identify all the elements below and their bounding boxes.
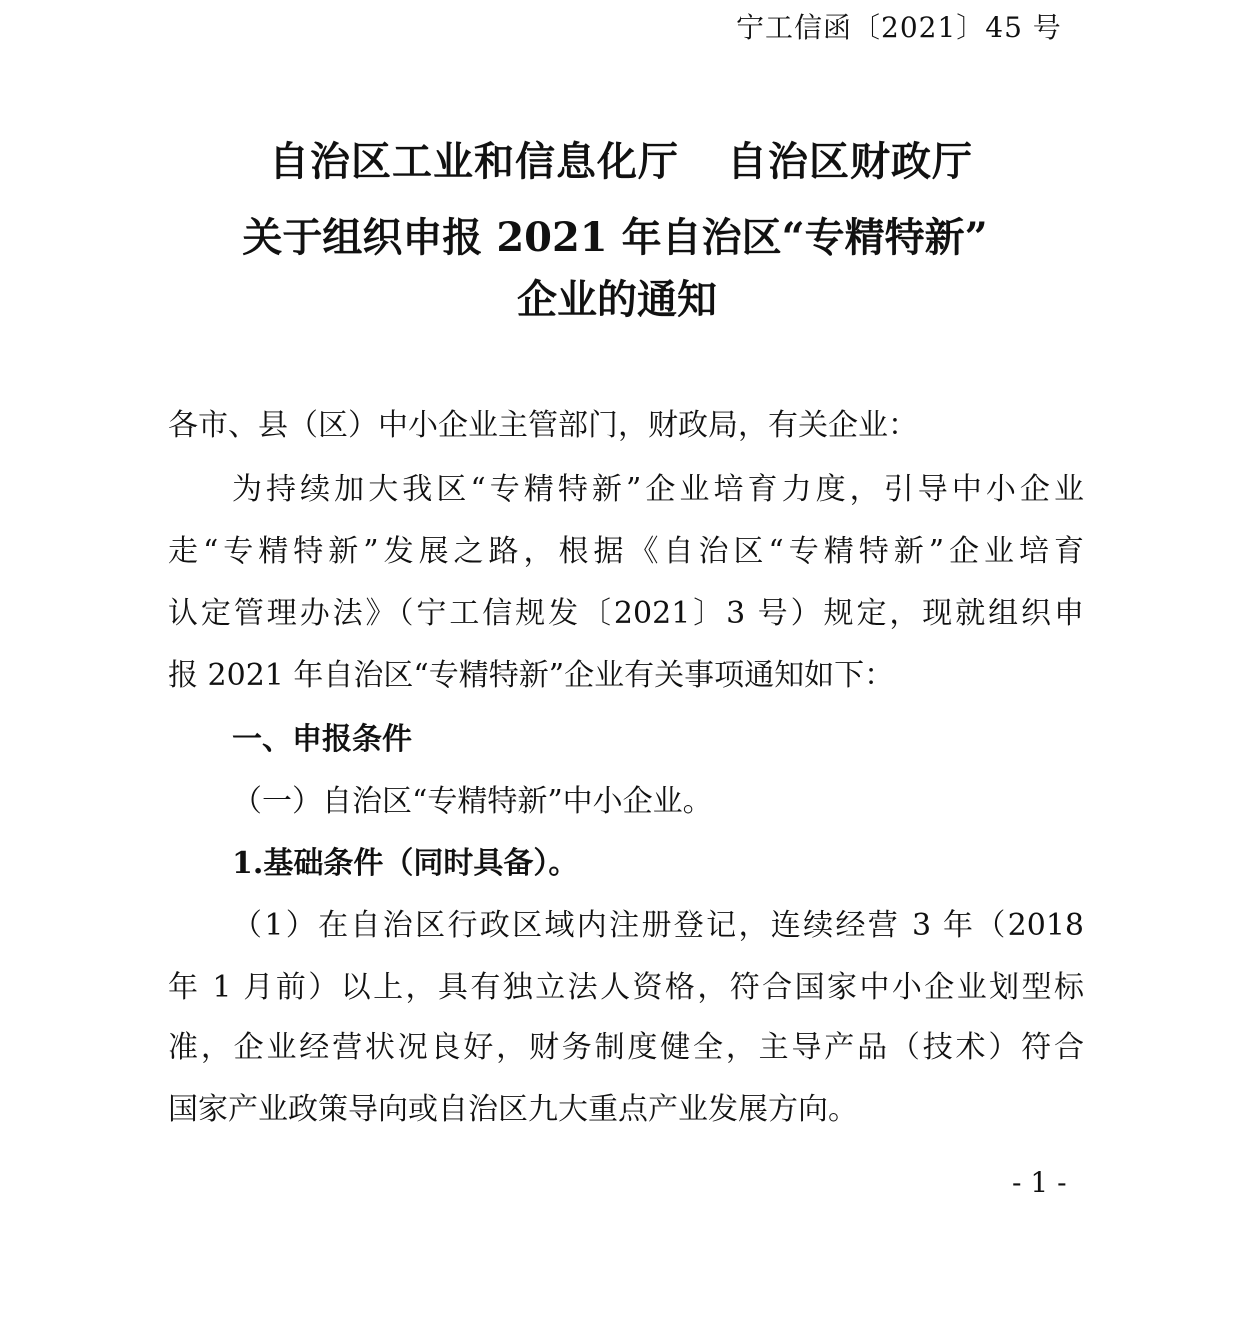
page-number: - 1 - [1012, 1166, 1067, 1199]
paragraph-1-line-2: 走“专精特新”发展之路，根据《自治区“专精特新”企业培育 [168, 534, 1084, 569]
section-heading-1: 一、申报条件 [232, 722, 412, 757]
title-line-2: 关于组织申报 2021 年自治区“专精特新” [242, 214, 988, 261]
item-1-line-1: （1）在自治区行政区域内注册登记，连续经营 3 年（2018 [232, 908, 1084, 943]
item-heading-1: 1.基础条件（同时具备）。 [232, 846, 579, 881]
paragraph-1-line-1: 为持续加大我区“专精特新”企业培育力度，引导中小企业 [232, 472, 1084, 507]
document-number: 宁工信函〔2021〕45 号 [736, 11, 1062, 44]
title-line-3: 企业的通知 [517, 276, 717, 323]
item-1-line-2: 年 1 月前）以上，具有独立法人资格，符合国家中小企业划型标 [168, 970, 1084, 1005]
paragraph-1-line-3: 认定管理办法》（宁工信规发〔2021〕3 号）规定，现就组织申 [168, 596, 1084, 631]
salutation: 各市、县（区）中小企业主管部门，财政局，有关企业： [168, 408, 918, 443]
item-1-line-3: 准，企业经营状况良好，财务制度健全，主导产品（技术）符合 [168, 1030, 1084, 1065]
paragraph-1-line-4: 报 2021 年自治区“专精特新”企业有关事项通知如下： [168, 658, 895, 693]
title-line-1 [0, 130, 1242, 187]
title-issuer-1: 自治区工业和信息化厅 [269, 138, 679, 185]
item-1-line-4: 国家产业政策导向或自治区九大重点产业发展方向。 [168, 1092, 858, 1127]
title-issuer-2: 自治区财政厅 [727, 138, 973, 185]
subsection-heading-1: （一）自治区“专精特新”中小企业。 [232, 784, 713, 819]
